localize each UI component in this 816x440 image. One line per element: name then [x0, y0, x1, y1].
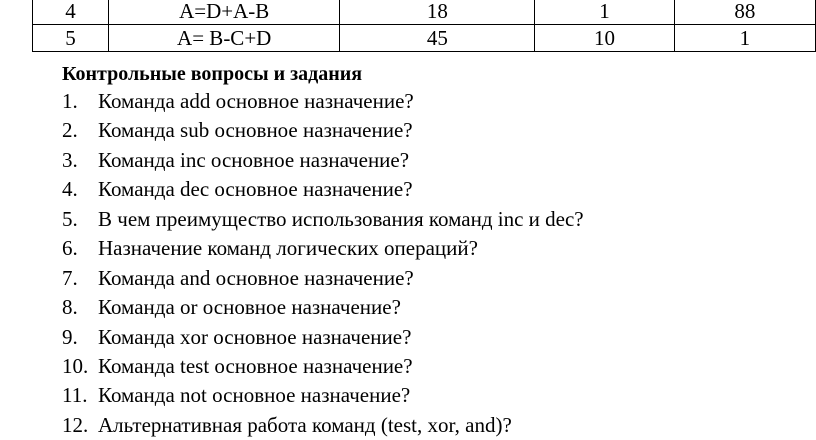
item-text: Альтернативная работа команд (test, xor, and)?: [98, 412, 512, 437]
list-item: [62, 411, 584, 440]
item-number: 12.: [62, 412, 89, 437]
item-number: 8.: [62, 295, 78, 320]
table-cell: 88: [674, 0, 815, 25]
table-row: [33, 0, 816, 25]
list-item: [62, 205, 584, 234]
item-number: 7.: [62, 265, 78, 290]
list-item: [62, 352, 584, 381]
list-item: [62, 293, 584, 322]
item-text: В чем преимущество использования команд inc и dec?: [98, 206, 584, 231]
item-text: Команда dec основное назначение?: [98, 177, 413, 202]
item-number: 2.: [62, 118, 78, 143]
variants-table: [32, 0, 816, 52]
item-text: Команда sub основное назначение?: [98, 118, 413, 143]
table-cell: 18: [340, 0, 535, 25]
item-text: Команда not основное назначение?: [98, 383, 411, 408]
table-row: [33, 25, 816, 52]
table-cell: 5: [33, 25, 109, 52]
item-text: Команда and основное назначение?: [98, 265, 414, 290]
item-number: 11.: [62, 383, 88, 408]
item-text: Назначение команд логических операций?: [98, 236, 478, 261]
item-text: Команда inc основное назначение?: [98, 147, 410, 172]
list-item: [62, 87, 584, 116]
item-text: Команда xor основное назначение?: [98, 324, 412, 349]
table-cell: 10: [535, 25, 674, 52]
list-item: [62, 175, 584, 204]
list-item: [62, 116, 584, 145]
list-item: [62, 323, 584, 352]
item-number: 3.: [62, 147, 78, 172]
item-number: 9.: [62, 324, 78, 349]
item-text: Команда add основное назначение?: [98, 89, 414, 113]
item-text: Команда test основное назначение?: [98, 353, 413, 378]
table-cell: 4: [33, 0, 109, 25]
table-cell: 1: [674, 25, 815, 52]
item-number: 10.: [62, 353, 89, 378]
item-text: Команда or основное назначение?: [98, 295, 401, 320]
table-cell: A=D+A-B: [108, 0, 340, 25]
list-item: [62, 381, 584, 410]
table-cell: A= B-C+D: [108, 25, 340, 52]
item-number: 1.: [62, 89, 78, 113]
item-number: 4.: [62, 177, 78, 202]
table-cell: 45: [340, 25, 535, 52]
item-number: 5.: [62, 206, 78, 231]
item-number: 6.: [62, 236, 78, 261]
list-item: [62, 234, 584, 263]
section-heading: Контрольные вопросы и задания: [62, 63, 363, 85]
list-item: [62, 264, 584, 293]
questions-list: [62, 87, 584, 440]
table-cell: 1: [535, 0, 674, 25]
list-item: [62, 146, 584, 175]
